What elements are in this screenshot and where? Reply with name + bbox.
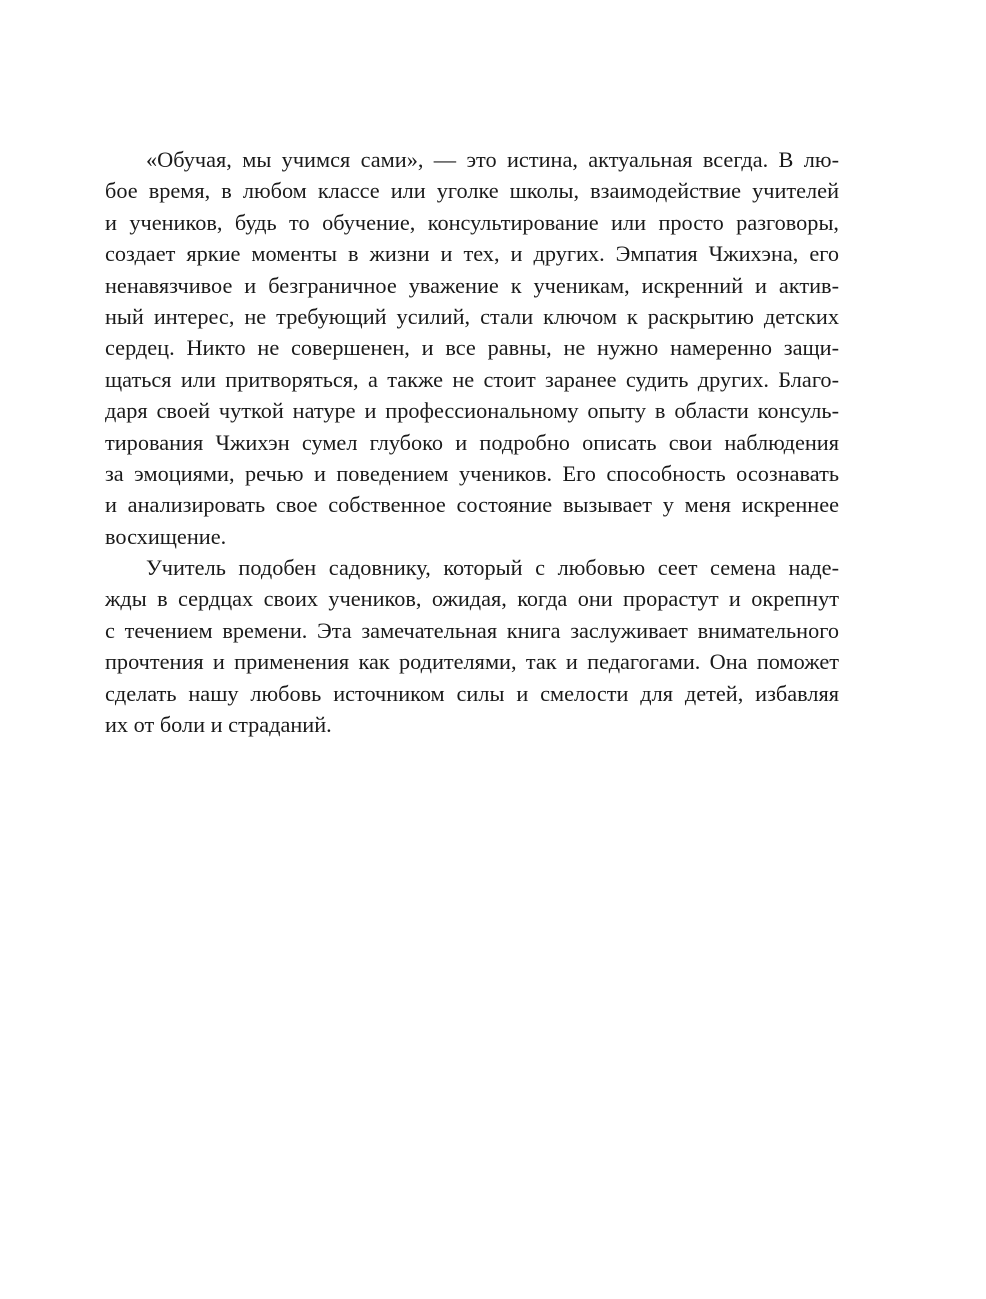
text-line: жды в сердцах своих учеников, ожидая, когда они прорастут и окрепнут	[105, 586, 839, 612]
text-line: сделать нашу любовь источником силы и смелости для детей, избавляя	[105, 680, 839, 706]
paragraph-1	[105, 144, 839, 552]
text-line: даря своей чуткой натуре и профессиональному опыту в области консуль-	[105, 398, 839, 424]
body-text	[105, 144, 839, 740]
text-line: с течением времени. Эта замечательная книга заслуживает внимательного	[105, 617, 839, 643]
text-line: восхищение.	[105, 523, 227, 549]
text-line: их от боли и страданий.	[105, 712, 332, 738]
text-line: щаться или притворяться, а также не стоит заранее судить других. Благо-	[105, 366, 839, 392]
paragraph-2	[105, 552, 839, 740]
text-line: Учитель подобен садовнику, который с любовью сеет семена наде-	[146, 555, 839, 581]
text-line: «Обучая, мы учимся сами», — это истина, актуальная всегда. В лю-	[146, 147, 839, 172]
text-line: ненавязчивое и безграничное уважение к ученикам, искренний и актив-	[105, 272, 839, 298]
text-line: за эмоциями, речью и поведением учеников. Его способность осознавать	[105, 460, 839, 486]
text-line: прочтения и применения как родителями, так и педагогами. Она поможет	[105, 649, 839, 675]
text-line: и учеников, будь то обучение, консультирование или просто разговоры,	[105, 209, 839, 235]
text-line: тирования Чжихэн сумел глубоко и подробно описать свои наблюдения	[105, 429, 839, 455]
text-line: создает яркие моменты в жизни и тех, и других. Эмпатия Чжихэна, его	[105, 241, 839, 267]
text-line: ный интерес, не требующий усилий, стали ключом к раскрытию детских	[105, 303, 839, 329]
text-line: сердец. Никто не совершенен, и все равны, не нужно намеренно защи-	[105, 335, 839, 361]
text-line: и анализировать свое собственное состояние вызывает у меня искреннее	[105, 492, 839, 518]
text-line: бое время, в любом классе или уголке школы, взаимодействие учителей	[105, 178, 839, 204]
